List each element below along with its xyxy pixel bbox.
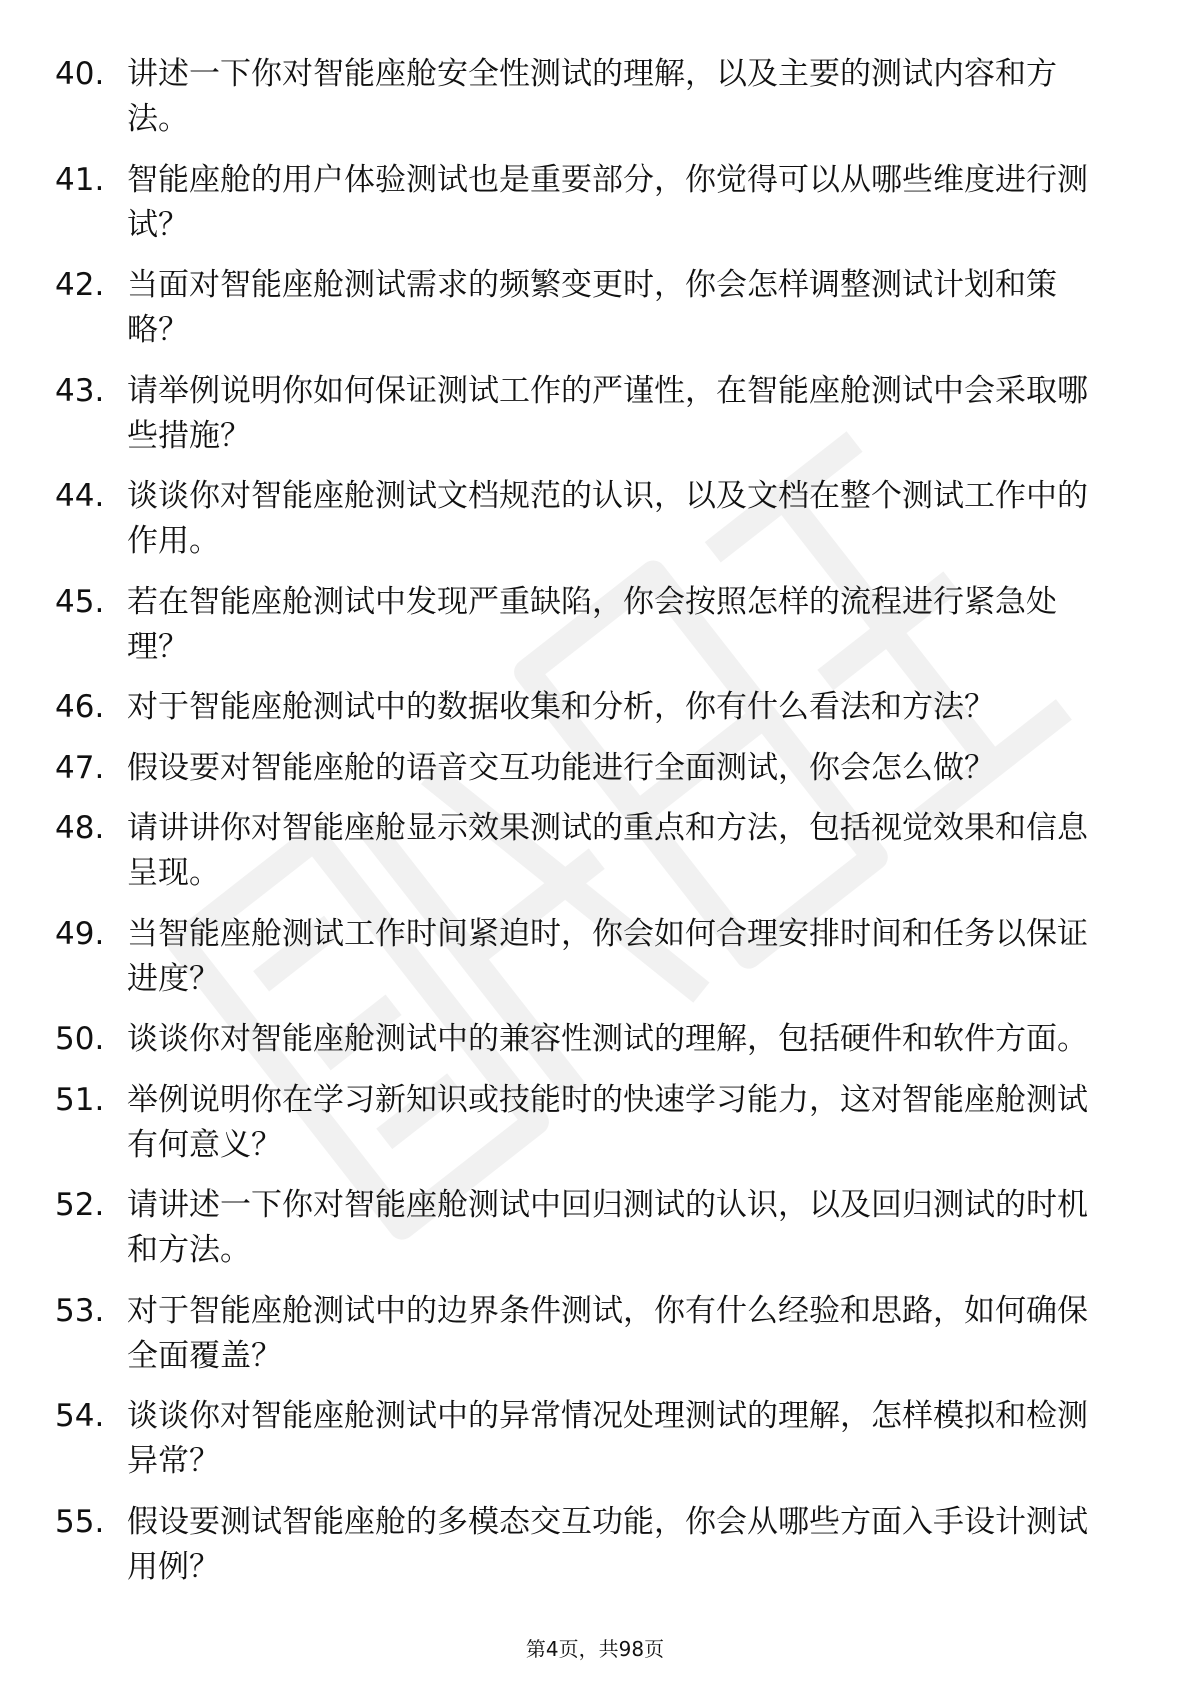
question-number: 40. <box>55 56 105 92</box>
question-item <box>55 912 1115 1002</box>
question-list <box>55 52 1115 1605</box>
question-text: 对于智能座舱测试中的数据收集和分析，你有什么看法和方法？ <box>127 689 995 725</box>
question-item <box>55 685 1115 730</box>
question-number: 55. <box>55 1503 105 1540</box>
question-text: 当面对智能座舱测试需求的频繁变更时，你会怎样调整测试计划和策略？ <box>127 267 1057 348</box>
question-text: 对于智能座舱测试中的边界条件测试，你有什么经验和思路，如何确保全面覆盖？ <box>127 1292 1088 1374</box>
question-text: 谈谈你对智能座舱测试文档规范的认识，以及文档在整个测试工作中的作用。 <box>127 478 1088 559</box>
question-text: 请讲述一下你对智能座舱测试中回归测试的认识，以及回归测试的时机和方法。 <box>127 1187 1088 1268</box>
question-text: 请举例说明你如何保证测试工作的严谨性，在智能座舱测试中会采取哪些措施？ <box>127 372 1088 454</box>
question-text: 智能座舱的用户体验测试也是重要部分，你觉得可以从哪些维度进行测试？ <box>127 161 1088 243</box>
question-item <box>55 806 1115 896</box>
question-number: 46. <box>55 689 105 725</box>
question-number: 45. <box>55 583 105 620</box>
question-item <box>55 1183 1115 1273</box>
question-text: 举例说明你在学习新知识或技能时的快速学习能力，这对智能座舱测试有何意义？ <box>127 1081 1088 1163</box>
question-text: 谈谈你对智能座舱测试中的异常情况处理测试的理解，怎样模拟和检测异常？ <box>127 1398 1088 1479</box>
question-text: 假设要测试智能座舱的多模态交互功能，你会从哪些方面入手设计测试用例？ <box>127 1503 1088 1585</box>
question-item <box>55 158 1115 248</box>
question-text: 当智能座舱测试工作时间紧迫时，你会如何合理安排时间和任务以保证进度？ <box>127 915 1088 997</box>
question-number: 44. <box>55 478 105 514</box>
page-number-label: 第4页，共98页 <box>525 1637 665 1661</box>
question-number: 54. <box>55 1398 105 1434</box>
question-item <box>55 474 1115 564</box>
question-number: 48. <box>55 810 105 846</box>
question-item <box>55 746 1115 791</box>
question-text: 谈谈你对智能座舱测试中的兼容性测试的理解，包括硬件和软件方面。 <box>127 1021 1088 1057</box>
question-number: 52. <box>55 1187 105 1223</box>
question-item <box>55 1078 1115 1168</box>
question-item <box>55 580 1115 670</box>
question-number: 49. <box>55 915 105 952</box>
question-number: 43. <box>55 372 105 409</box>
question-number: 42. <box>55 267 105 303</box>
question-item <box>55 1500 1115 1590</box>
question-number: 53. <box>55 1292 105 1329</box>
question-item <box>55 1289 1115 1379</box>
question-item <box>55 52 1115 142</box>
question-text: 请讲讲你对智能座舱显示效果测试的重点和方法，包括视觉效果和信息呈现。 <box>127 810 1088 891</box>
question-number: 47. <box>55 749 105 786</box>
question-number: 50. <box>55 1021 105 1057</box>
question-text: 讲述一下你对智能座舱安全性测试的理解，以及主要的测试内容和方法。 <box>127 56 1057 137</box>
question-item <box>55 1017 1115 1062</box>
question-text: 假设要对智能座舱的语音交互功能进行全面测试，你会怎么做？ <box>127 749 995 786</box>
question-item <box>55 1394 1115 1484</box>
page-footer <box>0 1636 1190 1662</box>
question-item <box>55 263 1115 353</box>
question-item <box>55 369 1115 459</box>
question-number: 41. <box>55 161 105 198</box>
question-text: 若在智能座舱测试中发现严重缺陷，你会按照怎样的流程进行紧急处理？ <box>127 583 1057 665</box>
question-number: 51. <box>55 1081 105 1118</box>
